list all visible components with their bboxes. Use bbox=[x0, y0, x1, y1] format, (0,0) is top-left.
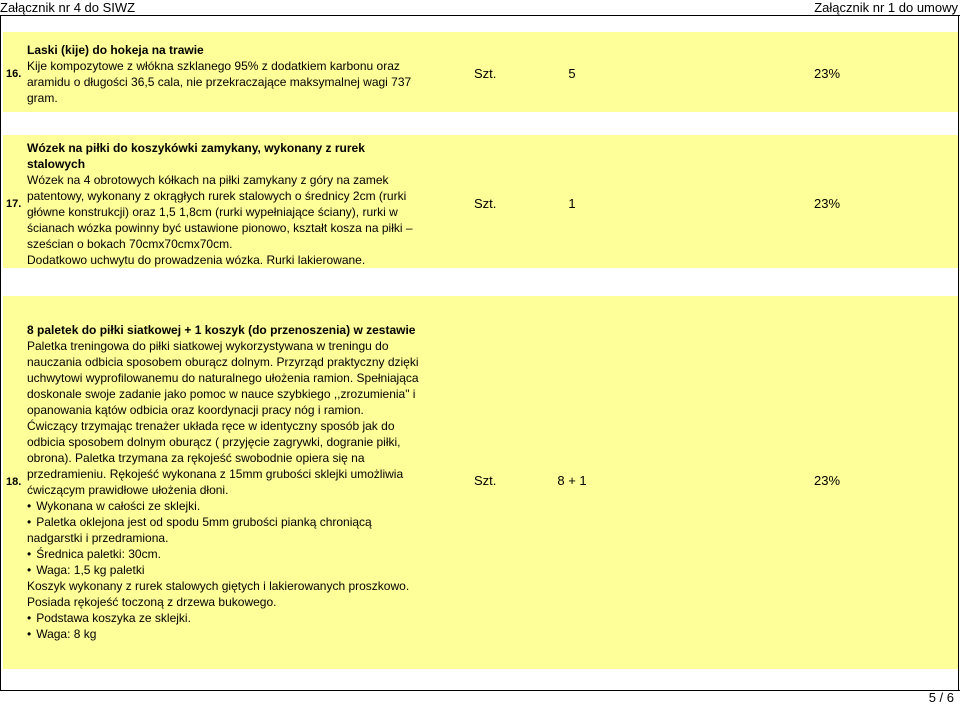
description-line: przedramieniu. Rękojeść wykonana z 15mm grubości sklejki umożliwia bbox=[27, 467, 404, 481]
item-description bbox=[27, 322, 467, 642]
bullet-item: • Waga: 1,5 kg paletki bbox=[27, 562, 467, 578]
description-line: Posiada rękojeść toczoną z drzewa bukowego. bbox=[27, 595, 277, 609]
quantity: 1 bbox=[568, 196, 576, 211]
table-left-border bbox=[0, 15, 1, 691]
description-line: Koszyk wykonany z rurek stalowych giętych i lakierowanych proszkowo. bbox=[27, 579, 410, 593]
header-left: Załącznik nr 4 do SIWZ bbox=[0, 0, 136, 15]
bullet-item: • Wykonana w całości ze sklejki. bbox=[27, 498, 467, 514]
header-right: Załącznik nr 1 do umowy bbox=[814, 0, 958, 15]
bullet-item: • Podstawa koszyka ze sklejki. bbox=[27, 610, 467, 626]
vat-rate: 23% bbox=[814, 66, 841, 81]
description-line: aramidu o długości 36,5 cala, nie przekraczające maksymalnej wagi 737 bbox=[27, 75, 412, 89]
description-line: Kije kompozytowe z włókna szklanego 95% z dodatkiem karbonu oraz bbox=[27, 59, 400, 73]
quantity: 8 + 1 bbox=[557, 473, 587, 488]
item-title: stalowych bbox=[27, 157, 86, 171]
unit: Szt. bbox=[474, 66, 497, 81]
bullet-item: • Średnica paletki: 30cm. bbox=[27, 546, 467, 562]
item-title: Laski (kije) do hokeja na trawie bbox=[27, 43, 204, 57]
description-line: patentowy, wykonany z okrągłych rurek stalowych o średnicy 2cm (rurki bbox=[27, 189, 407, 203]
bullet-list bbox=[27, 610, 467, 642]
description-line: Paletka treningowa do piłki siatkowej wykorzystywana w treningu do bbox=[27, 339, 389, 353]
description-line: odbicia sposobem dolnym oburącz ( przyjęcie zagrywki, dogranie piłki, bbox=[27, 435, 401, 449]
description-line: nadgarstki i przedramiona. bbox=[27, 531, 169, 545]
description-line: sześcian o bokach 70cmx70cmx70cm. bbox=[27, 237, 233, 251]
item-title: 8 paletek do piłki siatkowej + 1 koszyk (do przenoszenia) w zestawie bbox=[27, 323, 416, 337]
unit: Szt. bbox=[474, 196, 497, 211]
table-right-border bbox=[958, 15, 959, 691]
description-line: główne konstrukcji) oraz 1,5 1,8cm (rurki wypełniające ściany), rurki w bbox=[27, 205, 398, 219]
description-line: Dodatkowo uchwytu do prowadzenia wózka. Rurki lakierowane. bbox=[27, 253, 366, 267]
vat-rate: 23% bbox=[814, 473, 841, 488]
table-bottom-border bbox=[0, 690, 960, 691]
description-line: ścianach wózka powinny być ustawione pionowo, kształt kosza na piłki – bbox=[27, 221, 413, 235]
description-line: Ćwiczący trzymając trenażer układa ręce w identyczny sposób jak do bbox=[27, 419, 395, 433]
description-line: doskonale swoje zadanie jako pomoc w nauce szybkiego ,,zrozumienia" i bbox=[27, 387, 416, 401]
bullet-item: • Waga: 8 kg bbox=[27, 626, 467, 642]
description-line: ćwiczącym prawidłowe ułożenia dłoni. bbox=[27, 483, 229, 497]
item-description bbox=[27, 42, 447, 106]
description-line: nauczania odbicia sposobem oburącz dolnym. Przyrząd praktyczny dzięki bbox=[27, 355, 419, 369]
vat-rate: 23% bbox=[814, 196, 841, 211]
description-line: gram. bbox=[27, 91, 58, 105]
bullet-list bbox=[27, 546, 467, 578]
row-number: 18. bbox=[6, 476, 22, 488]
row-number: 16. bbox=[6, 68, 22, 80]
description-line: obrona). Paletka trzymana za rękojeść swobodnie opiera się na bbox=[27, 451, 365, 465]
bullet-item: • Paletka oklejona jest od spodu 5mm grubości pianką chroniącą bbox=[27, 514, 467, 530]
description-line: opanowania kątów odbicia oraz koordynacji pracy nóg i ramion. bbox=[27, 403, 364, 417]
description-line: Wózek na 4 obrotowych kółkach na piłki zamykany z góry na zamek bbox=[27, 173, 389, 187]
row-number: 17. bbox=[6, 198, 22, 210]
page-number: 5 / 6 bbox=[928, 690, 954, 705]
table-top-border bbox=[0, 15, 960, 16]
item-description bbox=[27, 140, 447, 268]
item-title: Wózek na piłki do koszykówki zamykany, wykonany z rurek bbox=[27, 141, 365, 155]
bullet-list bbox=[27, 498, 467, 530]
description-line: uchwytowi wyprofilowanemu do naturalnego ułożenia ramion. Spełniająca bbox=[27, 371, 419, 385]
quantity: 5 bbox=[568, 66, 576, 81]
unit: Szt. bbox=[474, 473, 497, 488]
